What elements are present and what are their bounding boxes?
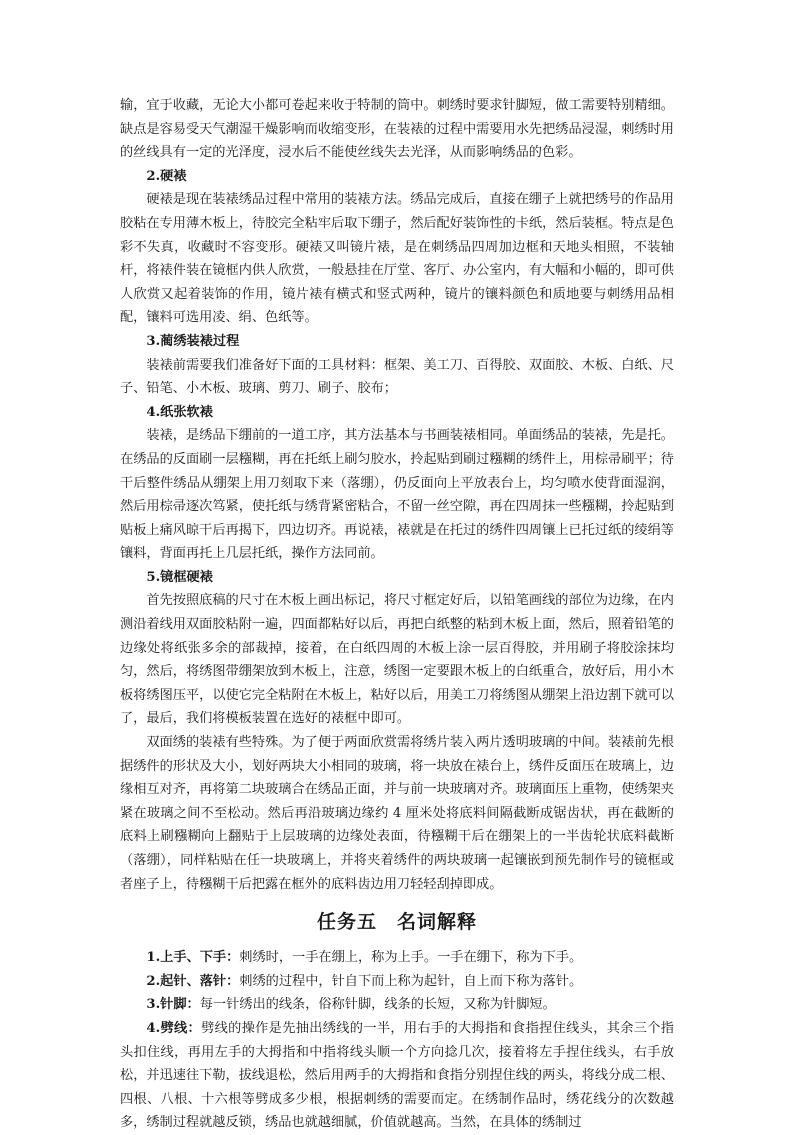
heading-hard-mounting: 2.硬裱 xyxy=(146,168,187,184)
paragraph-continuation: 输，宜于收藏，无论大小都可卷起来收于特制的筒中。刺绣时要求针脚短，做工需要特别精细。缺点是容易受天气潮湿干燥影响而收缩变形，在装裱的过程中需要用水先把绣品浸湿，刺绣时用的丝线具有一定的光泽度，浸水后不能使丝线失去光泽，从而影响绣品的色彩。 xyxy=(120,98,674,161)
term-label: 3.针脚： xyxy=(146,997,200,1013)
heading-mounting-process: 3.蔺绣装裱过程 xyxy=(146,333,240,349)
term-item xyxy=(120,1017,674,1135)
term-label: 2.起针、落针： xyxy=(146,973,240,989)
section-title-name: 名词解释 xyxy=(397,911,478,934)
term-item xyxy=(120,993,674,1017)
heading-paper-soft-mounting: 4.纸张软裱 xyxy=(146,404,213,420)
section-title xyxy=(120,908,674,936)
section-title-prefix: 任务五 xyxy=(316,911,377,934)
paragraph-tools: 装裱前需要我们准备好下面的工具材料：框架、美工刀、百得胶、双面胶、木板、白纸、尺子、铅笔、小木板、玻璃、剪刀、刷子、胶布； xyxy=(120,357,674,397)
term-label: 4.劈线： xyxy=(146,1020,202,1036)
term-definition: 劈线的操作是先抽出绣线的一半，用右手的大拇指和食指捏住线头，其余三个指头扣住线，再用左手的大拇指和中指将线头顺一个方向捻几次，接着将左手捏住线头，右手放松，并迅速往下勒，拔线退松，然后用两手的大拇指和食指分别捏住线的两头，将线分成二根、四根、八根、十六根等劈成多少根，根据刺绣的需要而定。在绣制作品时，绣花线分的次数越多，绣制过程就越反锁，绣品也就越细腻，价值就越高。当然，在具体的绣制过 xyxy=(120,1020,674,1131)
term-definition: 刺绣时，一手在绷上，称为上手。一手在绷下，称为下手。 xyxy=(239,950,583,966)
term-item xyxy=(120,970,674,994)
term-definition: 每一针绣出的线条，俗称针脚，线条的长短，又称为针脚短。 xyxy=(199,997,556,1013)
term-label: 1.上手、下手： xyxy=(146,950,240,966)
paragraph-soft-mounting: 装裱，是绣品下绷前的一道工序，其方法基本与书画装裱相同。单面绣品的装裱，先是托。在绣品的反面刷一层糨糊，再在托纸上刷匀胶水，拎起贴到刷过糨糊的绣件上，用棕帚刷平；待干后整件绣品从绷架上用刀刻取下来（落绷），仍反面向上平放表台上，均匀喷水使背面湿润，然后用棕帚逐次笃紧，使托纸与绣背紧密粘合，不留一丝空隙，再在四周抹一些糨糊，拎起贴到贴板上痛风晾干后再揭下，四边切齐。再说裱，裱就是在托过的绣件四周镶上已托过纸的绫绢等镶料，背面再托上几层托纸，操作方法同前。 xyxy=(120,428,674,562)
paragraph-frame-mounting: 首先按照底稿的尺寸在木板上画出标记，将尺寸框定好后，以铅笔画线的部位为边缘，在内测沿着线用双面胶粘附一遍，四面都粘好以后，再把白纸整的粘到木板上面，然后，照着铅笔的边缘处将纸张多余的部裁掉，接着，在白纸四周的木板上涂一层百得胶，并用刷子将胶涂抹均匀，然后，将绣图带绷架放到木板上，注意，绣图一定要跟木板上的白纸重合，放好后，用小木板将绣图压平，以使它完全粘附在木板上，粘好以后，用美工刀将绣图从绷架上沿边割下就可以了，最后，我们将模板装置在选好的裱框中即可。 xyxy=(120,593,674,727)
term-definition: 刺绣的过程中，针自下而上称为起针，自上而下称为落针。 xyxy=(239,973,583,989)
paragraph-double-sided: 双面绣的装裱有些特殊。为了便于两面欣赏需将绣片装入两片透明玻璃的中间。装裱前先根据绣件的形状及大小，划好两块大小相同的玻璃，将一块放在裱台上，绣件反面压在玻璃上，边缘相互对齐，再将第二块玻璃合在绣品正面，并与前一块玻璃对齐。玻璃面压上重物，使绣架夹紧在玻璃之间不至松动。然后再沿玻璃边缘约 4 厘米处将底料间隔截断成锯齿状，再在截断的底料上刷糨糊向上翻贴于上层玻璃的边缘处表面，待糨糊干后在绷架上的一半齿轮状底料截断（落绷），同样粘贴在任一块玻璃上，并将夹着绣件的两块玻璃一起镶嵌到预先制作号的镜框或者座子上，待糨糊干后把露在框外的底料齿边用刀轻轻刮掉即成。 xyxy=(120,735,674,892)
paragraph-hard-mounting: 硬裱是现在装裱绣品过程中常用的装裱方法。绣品完成后，直接在绷子上就把绣号的作品用胶粘在专用薄木板上，待胶完全粘牢后取下绷子，然后配好装饰性的卡纸，然后装框。特点是色彩不失真，收藏时不容变形。硬裱又叫镜片裱，是在刺绣品四周加边框和天地头相照，不装轴杆，将裱件装在镜框内供人欣赏，一般悬挂在厅堂、客厅、办公室内，有大幅和小幅的，即可供人欣赏又起着装饰的作用，镜片裱有横式和竖式两种，镜片的镶料颜色和质地要与刺绣用品相配，镶料可选用凌、绢、色纸等。 xyxy=(120,192,674,326)
heading-frame-hard-mounting: 5.镜框硬裱 xyxy=(146,569,213,585)
term-item xyxy=(120,946,674,970)
